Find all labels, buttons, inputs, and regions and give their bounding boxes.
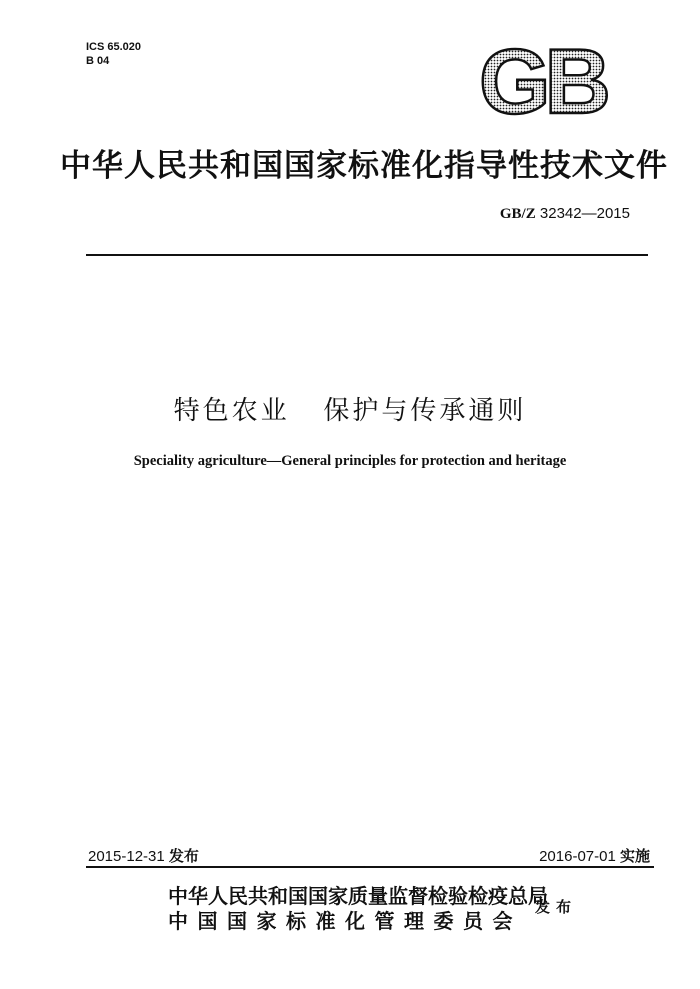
issuer-line-1: 中华人民共和国国家质量监督检验检疫总局 xyxy=(168,884,548,908)
effective-date: 2016-07-01 xyxy=(539,848,616,865)
classification-codes xyxy=(86,40,141,68)
standard-code: 32342—2015 xyxy=(539,205,630,222)
title-english: Speciality agriculture—General principles for protection and heritage xyxy=(133,453,567,469)
gb-logo-text: GB xyxy=(479,44,605,120)
ics-code: ICS 65.020 xyxy=(86,41,142,53)
issue-label: 发布 xyxy=(168,847,199,865)
issue-date-line xyxy=(88,845,199,866)
effective-label: 实施 xyxy=(619,847,650,865)
effective-date-line xyxy=(539,845,650,866)
standard-prefix: GB/Z xyxy=(499,206,536,222)
publish-label: 发布 xyxy=(535,898,578,916)
bottom-divider xyxy=(86,866,654,868)
issuer-line-2: 中国国家标准化管理委员会 xyxy=(168,909,522,933)
top-divider xyxy=(86,254,648,256)
issue-date: 2015-12-31 xyxy=(88,848,165,865)
gb-logo xyxy=(472,44,612,120)
organization-title: 中华人民共和国国家标准化指导性技术文件 xyxy=(60,148,668,184)
standard-number xyxy=(500,205,630,223)
ccs-code: B 04 xyxy=(86,55,110,67)
title-chinese: 特色农业 保护与传承通则 xyxy=(173,396,527,426)
issuing-authorities xyxy=(168,884,548,934)
